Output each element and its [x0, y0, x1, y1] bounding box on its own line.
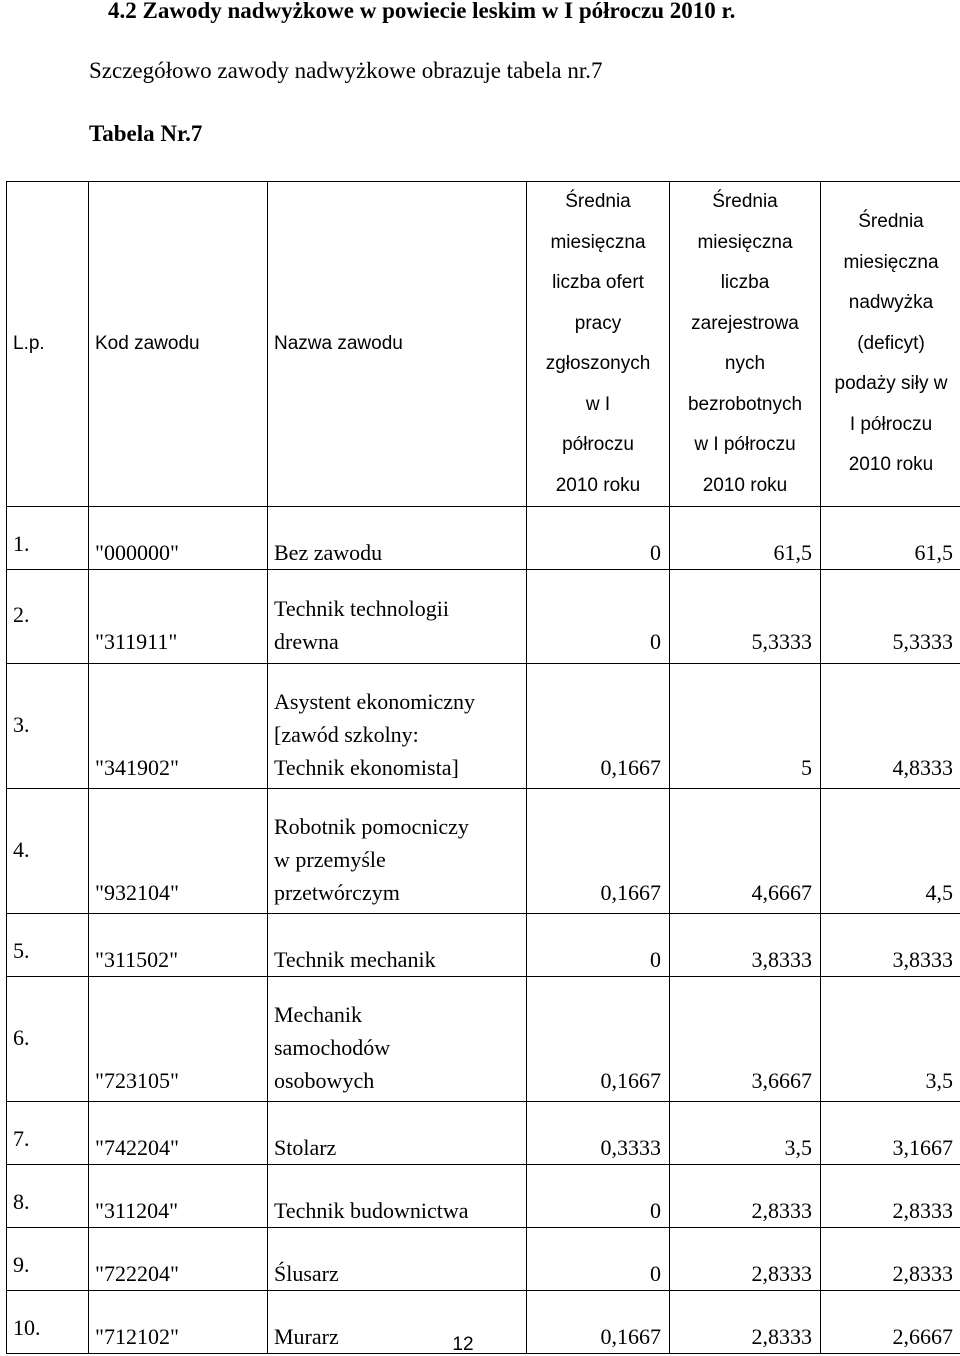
header-line: w I półroczu — [694, 434, 795, 455]
cell-lp: 9. — [7, 1228, 89, 1291]
header-line: (deficyt) — [857, 333, 925, 354]
cell-surplus: 2,6667 — [821, 1291, 960, 1354]
cell-name-line: Mechanik — [274, 1002, 362, 1027]
table-row — [7, 1102, 960, 1165]
cell-offers: 0 — [527, 507, 670, 570]
cell-offers: 0 — [527, 914, 670, 977]
cell-unemployed: 3,5 — [670, 1102, 821, 1165]
cell-code: "000000" — [89, 507, 268, 570]
cell-surplus: 3,5 — [821, 977, 960, 1102]
header-name: Nazwa zawodu — [268, 182, 527, 507]
header-line: miesięczna — [843, 252, 938, 273]
cell-unemployed: 5,3333 — [670, 570, 821, 664]
cell-name — [268, 914, 527, 977]
header-line: podaży siły w — [835, 373, 948, 394]
table-header-row — [7, 182, 960, 507]
header-line: nych — [725, 353, 765, 374]
cell-name-line: w przemyśle — [274, 847, 386, 872]
cell-code: "722204" — [89, 1228, 268, 1291]
cell-unemployed: 2,8333 — [670, 1291, 821, 1354]
header-line: 2010 roku — [556, 475, 641, 496]
cell-lp: 6. — [7, 977, 89, 1102]
table-row — [7, 1165, 960, 1228]
cell-name-line: Stolarz — [274, 1135, 336, 1160]
cell-name-line: Technik budownictwa — [274, 1198, 469, 1223]
cell-name-line: Murarz — [274, 1324, 339, 1349]
cell-unemployed: 3,8333 — [670, 914, 821, 977]
cell-offers: 0,1667 — [527, 977, 670, 1102]
cell-code: "311911" — [89, 570, 268, 664]
cell-name-line: Technik mechanik — [274, 947, 436, 972]
cell-surplus: 3,8333 — [821, 914, 960, 977]
table-row — [7, 789, 960, 914]
header-line: 2010 roku — [703, 475, 788, 496]
header-line: 2010 roku — [849, 454, 934, 475]
table-title: Tabela Nr.7 — [89, 121, 202, 147]
cell-offers: 0 — [527, 570, 670, 664]
header-line: liczba — [721, 272, 770, 293]
cell-surplus: 61,5 — [821, 507, 960, 570]
page-number: 12 — [0, 1334, 926, 1356]
cell-code: "712102" — [89, 1291, 268, 1354]
header-code: Kod zawodu — [89, 182, 268, 507]
table-row — [7, 1228, 960, 1291]
header-line: bezrobotnych — [688, 394, 802, 415]
header-line: w I — [586, 394, 610, 415]
header-line: pracy — [575, 313, 621, 334]
cell-surplus: 5,3333 — [821, 570, 960, 664]
table-row — [7, 977, 960, 1102]
cell-name-line: Technik ekonomista] — [274, 755, 459, 780]
header-line: miesięczna — [697, 232, 792, 253]
header-line: nadwyżka — [849, 292, 934, 313]
cell-unemployed: 5 — [670, 664, 821, 789]
header-line: Średnia — [858, 211, 924, 232]
cell-offers: 0,1667 — [527, 789, 670, 914]
surplus-occupations-table — [6, 181, 960, 1354]
cell-lp: 8. — [7, 1165, 89, 1228]
cell-name — [268, 1228, 527, 1291]
cell-lp: 10. — [7, 1291, 89, 1354]
cell-surplus: 3,1667 — [821, 1102, 960, 1165]
cell-name — [268, 664, 527, 789]
table-row — [7, 570, 960, 664]
cell-name-line: Technik technologii — [274, 596, 449, 621]
header-line: zarejestrowa — [691, 313, 799, 334]
cell-lp: 3. — [7, 664, 89, 789]
cell-offers: 0,1667 — [527, 1291, 670, 1354]
cell-name — [268, 507, 527, 570]
table-body — [7, 507, 960, 1354]
cell-name-line: Ślusarz — [274, 1261, 339, 1286]
cell-name — [268, 1102, 527, 1165]
header-unemployed — [670, 182, 821, 507]
table-row — [7, 664, 960, 789]
section-heading: 4.2 Zawody nadwyżkowe w powiecie leskim w I półroczu 2010 r. — [108, 0, 735, 24]
cell-lp: 2. — [7, 570, 89, 664]
cell-surplus: 2,8333 — [821, 1165, 960, 1228]
cell-name-line: [zawód szkolny: — [274, 722, 419, 747]
cell-name — [268, 789, 527, 914]
cell-surplus: 2,8333 — [821, 1228, 960, 1291]
cell-offers: 0,1667 — [527, 664, 670, 789]
cell-surplus: 4,8333 — [821, 664, 960, 789]
cell-offers: 0 — [527, 1228, 670, 1291]
header-lp: L.p. — [7, 182, 89, 507]
header-surplus — [821, 182, 960, 507]
header-line: zgłoszonych — [546, 353, 651, 374]
cell-lp: 7. — [7, 1102, 89, 1165]
header-line: półroczu — [562, 434, 634, 455]
cell-code: "723105" — [89, 977, 268, 1102]
cell-name-line: Robotnik pomocniczy — [274, 814, 469, 839]
cell-name-line: drewna — [274, 629, 339, 654]
cell-offers: 0,3333 — [527, 1102, 670, 1165]
cell-offers: 0 — [527, 1165, 670, 1228]
cell-lp: 4. — [7, 789, 89, 914]
cell-unemployed: 4,6667 — [670, 789, 821, 914]
cell-lp: 5. — [7, 914, 89, 977]
cell-name — [268, 1165, 527, 1228]
header-line: Średnia — [565, 191, 631, 212]
cell-name-line: osobowych — [274, 1068, 374, 1093]
table-row — [7, 507, 960, 570]
intro-paragraph: Szczegółowo zawody nadwyżkowe obrazuje tabela nr.7 — [89, 58, 602, 84]
table-row — [7, 914, 960, 977]
header-line: Średnia — [712, 191, 778, 212]
cell-lp: 1. — [7, 507, 89, 570]
cell-code: "932104" — [89, 789, 268, 914]
cell-unemployed: 2,8333 — [670, 1165, 821, 1228]
cell-code: "311502" — [89, 914, 268, 977]
header-line: miesięczna — [550, 232, 645, 253]
cell-code: "311204" — [89, 1165, 268, 1228]
cell-unemployed: 3,6667 — [670, 977, 821, 1102]
cell-surplus: 4,5 — [821, 789, 960, 914]
cell-unemployed: 61,5 — [670, 507, 821, 570]
cell-code: "341902" — [89, 664, 268, 789]
header-offers — [527, 182, 670, 507]
header-line: I półroczu — [850, 414, 932, 435]
cell-name-line: Asystent ekonomiczny — [274, 689, 475, 714]
cell-name-line: Bez zawodu — [274, 540, 382, 565]
cell-name-line: przetwórczym — [274, 880, 400, 905]
cell-name — [268, 570, 527, 664]
cell-unemployed: 2,8333 — [670, 1228, 821, 1291]
cell-name-line: samochodów — [274, 1035, 390, 1060]
cell-code: "742204" — [89, 1102, 268, 1165]
cell-name — [268, 977, 527, 1102]
header-line: liczba ofert — [552, 272, 644, 293]
